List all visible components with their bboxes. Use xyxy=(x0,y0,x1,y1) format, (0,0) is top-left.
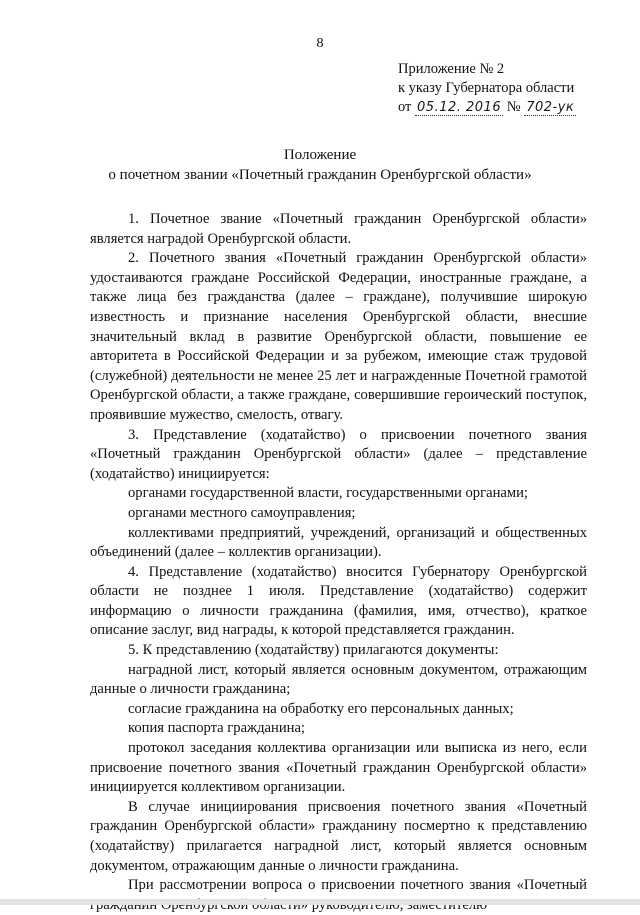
list-item-5-4: протокол заседания коллектива организации или выписка из него, если присвоение почетного звания «Почетный гражданин Оренбургской области» инициируется коллективом организации. xyxy=(90,740,587,796)
list-item-5-3: копия паспорта гражданина; xyxy=(128,720,305,737)
annex-title: Приложение № 2 xyxy=(398,61,505,77)
list-item-3-2: органами местного самоуправления; xyxy=(128,504,356,521)
paragraph-1: 1. Почетное звание «Почетный гражданин Оренбургской области» является наградой Оренбургской области. xyxy=(90,211,587,247)
list-item-3-1: органами государственной власти, государственными органами; xyxy=(128,485,528,502)
paragraph-3: 3. Представление (ходатайство) о присвоении почетного звания «Почетный гражданин Оренбургской области» (далее – представление (ходатайство) инициируется: xyxy=(90,426,587,482)
document-title xyxy=(0,145,640,185)
list-item-5-2: согласие гражданина на обработку его персональных данных; xyxy=(128,700,514,717)
paragraph-5: 5. К представлению (ходатайству) прилагаются документы: xyxy=(128,642,499,659)
annex-date: 05.12. 2016 xyxy=(417,100,502,115)
annex-number: 702-ук xyxy=(526,100,575,115)
title-line-1: Положение xyxy=(283,147,357,163)
paragraph-4: 4. Представление (ходатайство) вносится Губернатору Оренбургской области не позднее 1 июля. Представление (ходатайство) содержит информацию о личности гражданина (фамилия, имя, отчество), краткое описание заслуг, вид награды, к которой представляется гражданин. xyxy=(90,563,587,639)
paragraph-consideration: При рассмотрении вопроса о присвоении почетного звания «Почетный xyxy=(128,877,587,894)
page-number: 8 xyxy=(316,36,324,51)
document-body xyxy=(90,210,587,915)
list-item-5-1: наградной лист, который является основным документом, отражающим данные о личности гражданина; xyxy=(90,661,587,698)
annex-date-line xyxy=(398,98,576,117)
list-item-3-3: коллективами предприятий, учреждений, организаций и общественных объединений (далее – коллектив организации). xyxy=(90,524,587,561)
paragraph-2: 2. Почетного звания «Почетный гражданин Оренбургской области» удостаиваются граждане Российской Федерации, иностранные граждане, а также лица без гражданства (далее – граждане), получившие широкую известность и признание населения Оренбургской области, внесшие значительный вклад в развитие Оренбургской области, повышение ее авторитета в Российской Федерации и за рубежом, имеющие стаж трудовой (служебной) деятельности не менее 25 лет и награжденные Почетной грамотой Оренбургской области, а также граждане, совершившие героический поступок, проявившие мужество, смелость, отвагу. xyxy=(90,250,587,423)
scan-edge xyxy=(0,899,640,905)
annex-block xyxy=(398,60,576,117)
paragraph-posthumous: В случае инициирования присвоения почетного звания «Почетный гражданин Оренбургской области» гражданину посмертно к представлению (ходатайству) прилагается наградной лист, который является основным документом, отражающим данные о личности гражданина. xyxy=(90,798,587,874)
title-line-2: о почетном звании «Почетный гражданин Оренбургской области» xyxy=(108,167,532,183)
annex-decree: к указу Губернатора области xyxy=(398,80,575,96)
annex-number-sign: № xyxy=(506,99,521,115)
annex-from: от xyxy=(398,99,412,115)
